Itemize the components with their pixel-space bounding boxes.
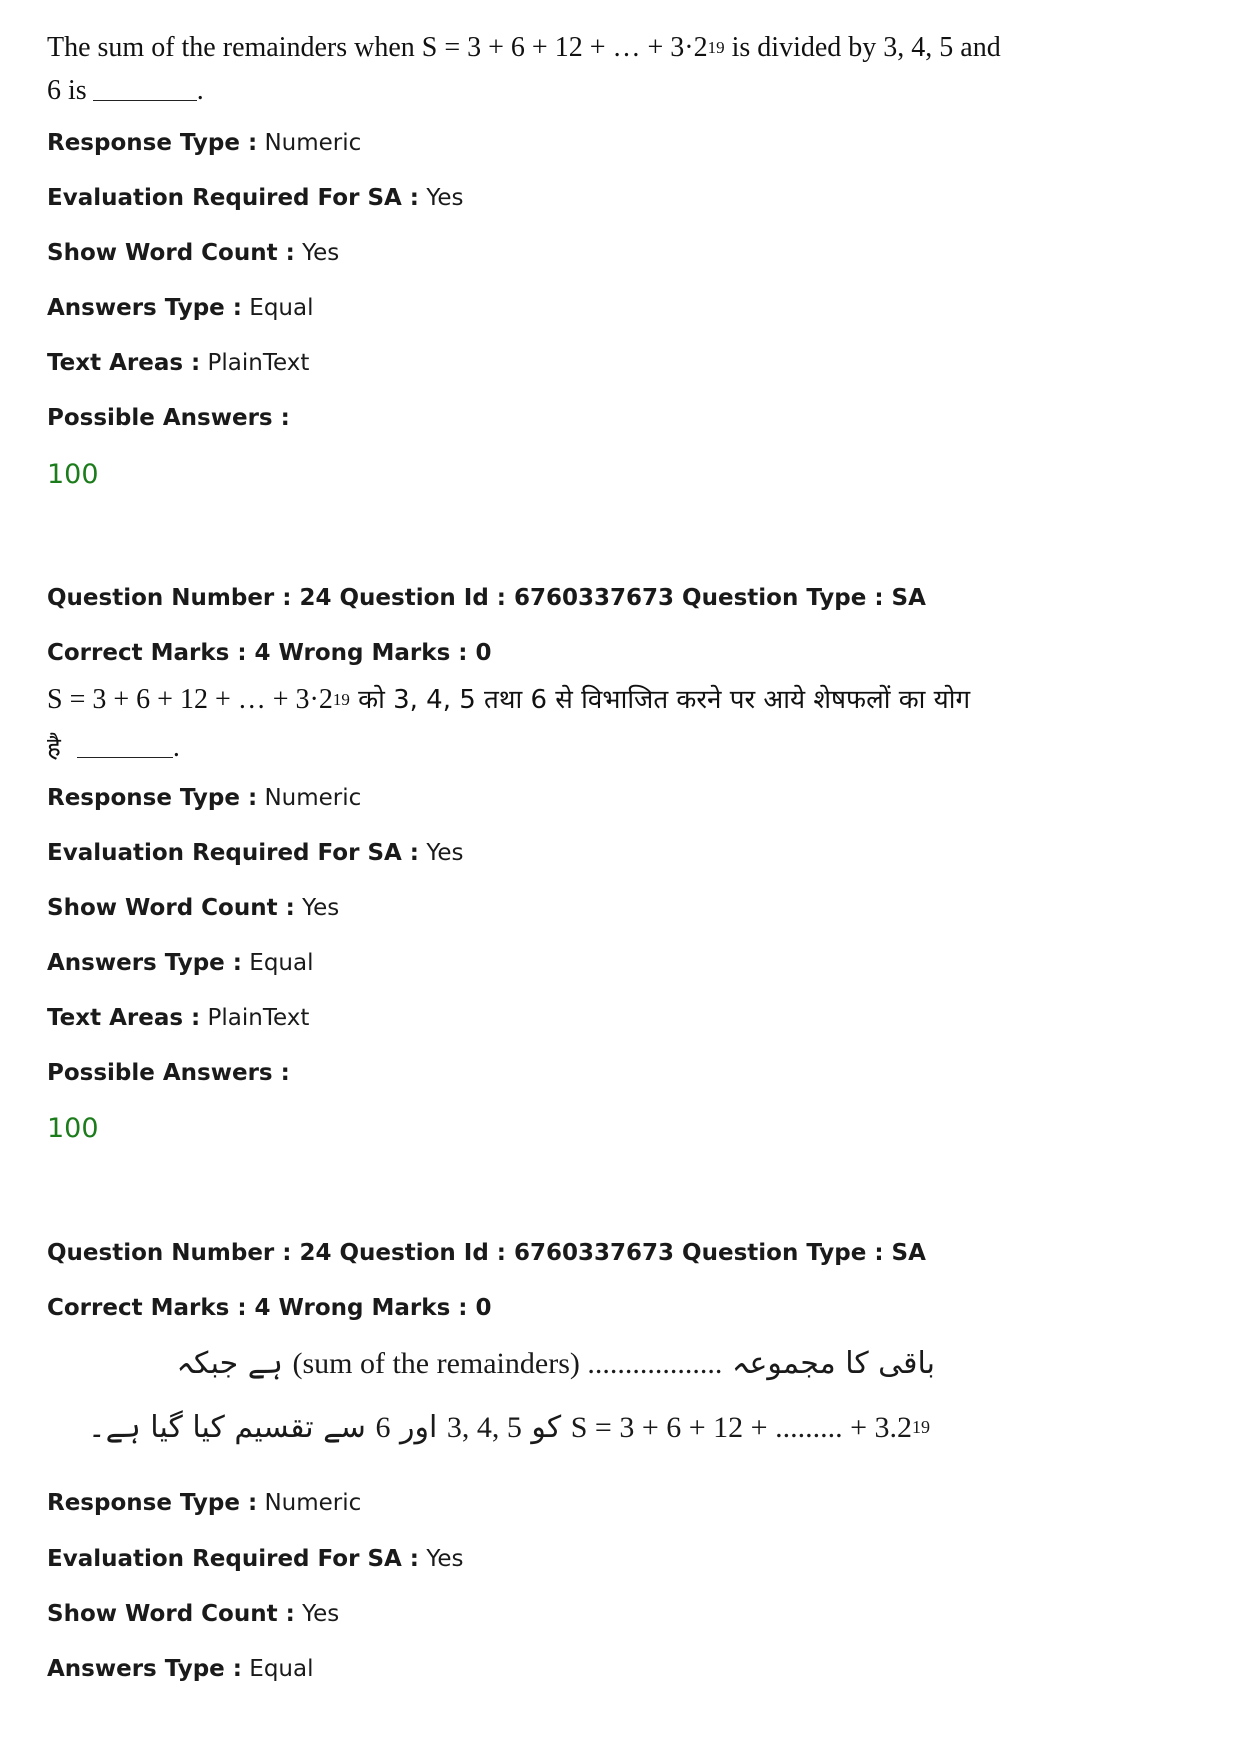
field-evaluation-required: [47, 1544, 463, 1574]
field-possible-answers: [47, 403, 290, 433]
question-text-part: 6 is: [47, 75, 87, 106]
question-marks: Correct Marks : 4 Wrong Marks : 0: [47, 1295, 492, 1321]
field-value: Yes: [426, 185, 464, 211]
question-header: Question Number : 24 Question Id : 6760337673 Question Type : SA: [47, 585, 926, 611]
question-text-hindi-line2: [47, 728, 180, 764]
field-key: Response Type :: [47, 785, 258, 811]
field-response-type: [47, 128, 361, 158]
field-key: Response Type :: [47, 1490, 258, 1516]
field-key: Show Word Count :: [47, 895, 295, 921]
urdu-text: کو: [531, 1410, 562, 1445]
urdu-text: اور: [399, 1410, 438, 1445]
field-text-areas: [47, 348, 309, 378]
field-key: Evaluation Required For SA :: [47, 185, 420, 211]
field-key: Show Word Count :: [47, 240, 295, 266]
field-response-type: [47, 783, 361, 813]
question-text-english-line2: [47, 75, 204, 107]
field-value: Yes: [426, 840, 464, 866]
equation-text: S = 3 + 6 + 12 + ......... + 3.2: [570, 1411, 912, 1444]
field-answers-type: [47, 1654, 314, 1684]
field-value: PlainText: [207, 1005, 310, 1031]
equation: [571, 1411, 930, 1444]
field-key: Possible Answers :: [47, 1060, 290, 1086]
field-value: Numeric: [264, 785, 362, 811]
possible-answer-value: 100: [47, 1113, 99, 1144]
answer-blank: [77, 756, 173, 758]
question-text-urdu-line2: [88, 1410, 930, 1445]
exponent: 19: [707, 38, 725, 57]
field-value: Yes: [302, 240, 340, 266]
numbers: 3, 4, 5: [446, 1411, 522, 1444]
field-text-areas: [47, 1003, 309, 1033]
numbers: 6: [375, 1411, 391, 1444]
question-text-part: The sum of the remainders when S = 3 + 6 + 12 + … + 3·2: [47, 32, 708, 63]
field-response-type: [47, 1488, 361, 1518]
question-header: Question Number : 24 Question Id : 6760337673 Question Type : SA: [47, 1240, 926, 1266]
urdu-text: باقی کا مجموعہ: [731, 1346, 935, 1381]
field-value: Yes: [426, 1546, 464, 1572]
field-value: PlainText: [207, 350, 310, 376]
field-key: Text Areas :: [47, 1005, 201, 1031]
question-text-part: .: [172, 732, 180, 763]
field-value: Equal: [249, 950, 314, 976]
field-key: Response Type :: [47, 130, 258, 156]
question-text-part: .: [196, 75, 204, 106]
field-value: Equal: [249, 1656, 314, 1682]
field-show-word-count: [47, 1599, 339, 1629]
english-gloss: (sum of the remainders) ..................: [292, 1347, 723, 1380]
urdu-text: ہے جبکہ: [176, 1346, 283, 1381]
field-value: Equal: [249, 295, 314, 321]
question-text-part: को 3, 4, 5 तथा 6 से विभाजित करने पर आये शेषफलों का योग: [349, 685, 971, 715]
question-text-part: is divided by 3, 4, 5 and: [724, 32, 1001, 63]
answer-blank: [93, 99, 197, 101]
field-key: Answers Type :: [47, 295, 242, 321]
exponent: 19: [912, 1417, 930, 1437]
field-key: Evaluation Required For SA :: [47, 840, 420, 866]
field-possible-answers: [47, 1058, 290, 1088]
field-evaluation-required: [47, 838, 463, 868]
question-text-hindi: [47, 680, 970, 716]
field-key: Text Areas :: [47, 350, 201, 376]
field-show-word-count: [47, 238, 339, 268]
exponent: 19: [332, 690, 350, 709]
field-key: Answers Type :: [47, 950, 242, 976]
question-marks: Correct Marks : 4 Wrong Marks : 0: [47, 640, 492, 666]
question-text-english: [47, 32, 1001, 64]
field-value: Numeric: [264, 130, 362, 156]
possible-answer-value: 100: [47, 459, 99, 490]
field-show-word-count: [47, 893, 339, 923]
field-answers-type: [47, 293, 314, 323]
field-value: Yes: [302, 895, 340, 921]
field-evaluation-required: [47, 183, 463, 213]
question-text-urdu-line1: [176, 1346, 935, 1381]
question-text-part: है: [47, 733, 61, 763]
field-key: Possible Answers :: [47, 405, 290, 431]
field-answers-type: [47, 948, 314, 978]
field-key: Evaluation Required For SA :: [47, 1546, 420, 1572]
field-key: Answers Type :: [47, 1656, 242, 1682]
field-value: Numeric: [264, 1490, 362, 1516]
field-key: Show Word Count :: [47, 1601, 295, 1627]
field-value: Yes: [302, 1601, 340, 1627]
urdu-text: سے تقسیم کیا گیا ہے۔: [88, 1410, 366, 1445]
question-text-part: S = 3 + 6 + 12 + … + 3·2: [47, 684, 333, 715]
